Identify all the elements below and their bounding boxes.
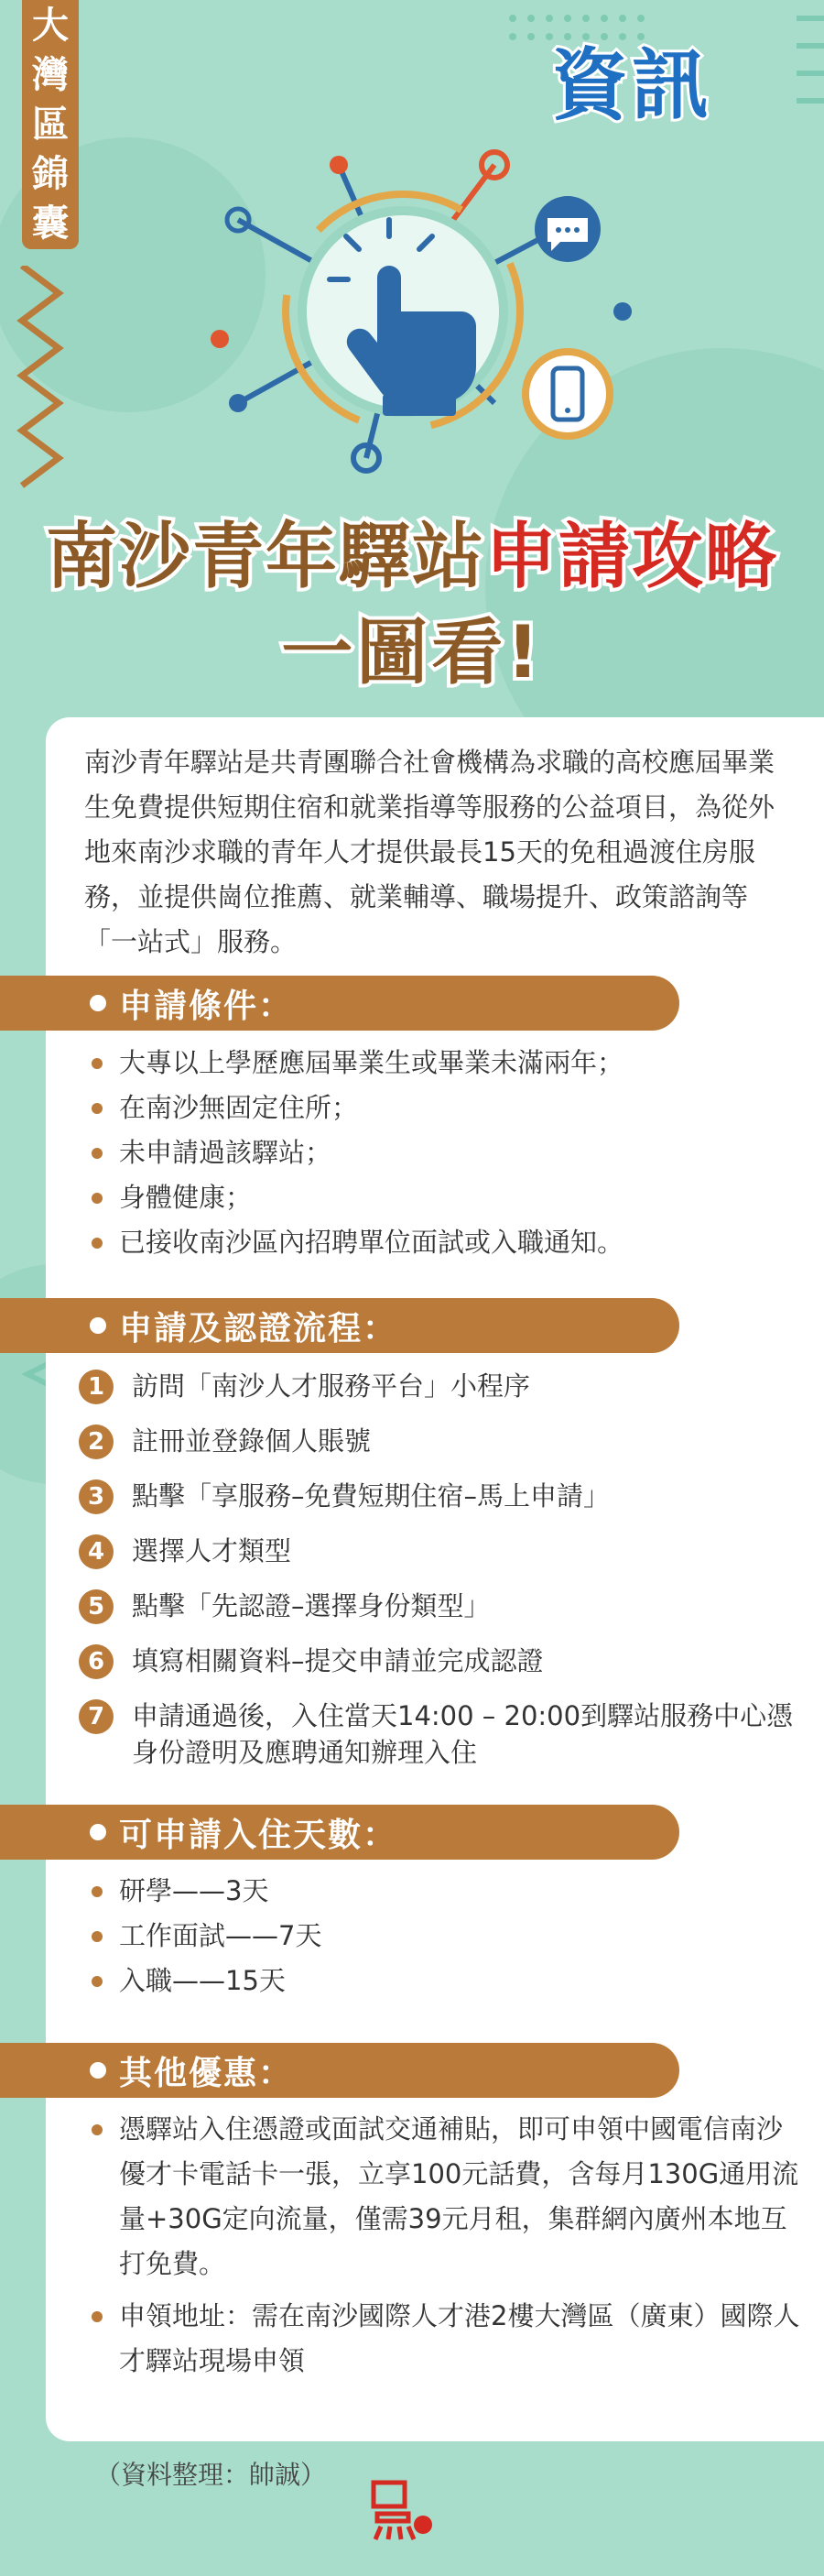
list-item: 工作面試——7天	[73, 1914, 806, 1959]
main-title-line2: 一圖看!	[281, 612, 543, 694]
process-steps	[73, 1368, 806, 1789]
main-title-part1: 南沙青年驛站	[45, 516, 485, 598]
credit-line: （資料整理：帥誠）	[95, 2460, 327, 2490]
zigzag-decoration	[13, 266, 68, 504]
step-item: 7 申請通過後，入住當天14:00 – 20:00到驛站服務中心憑身份證明及應聘通知辦理入住	[73, 1697, 806, 1771]
step-item: 5 點擊「先認證–選擇身份類型」	[73, 1588, 806, 1624]
step-number: 7	[79, 1699, 114, 1734]
bullet-dot	[92, 1976, 103, 1987]
bullet-dot	[92, 1148, 103, 1159]
step-number: 3	[79, 1479, 114, 1514]
step-item: 3 點擊「享服務–免費短期住宿–馬上申請」	[73, 1478, 806, 1514]
series-tag-char: 區	[32, 104, 69, 146]
list-item: 身體健康；	[73, 1175, 806, 1220]
list-item: 已接收南沙區內招聘單位面試或入職通知。	[73, 1220, 806, 1265]
step-number: 4	[79, 1534, 114, 1569]
step-number: 2	[79, 1424, 114, 1459]
section-header-other-offers: 其他優惠：	[0, 2043, 679, 2098]
step-item: 1 訪問「南沙人才服務平台」小程序	[73, 1368, 806, 1404]
series-tag-char: 大	[32, 5, 69, 47]
bullet-dot	[90, 2062, 106, 2079]
bullet-dot	[90, 995, 106, 1011]
bullet-dot	[92, 2124, 103, 2135]
series-tag-char: 灣	[32, 54, 69, 96]
bullet-dot	[90, 1317, 106, 1334]
list-item: 申領地址：需在南沙國際人才港2樓大灣區（廣東）國際人才驛站現場申領	[73, 2294, 806, 2384]
series-tag	[22, 0, 79, 249]
stay-days-list	[73, 1869, 806, 2003]
bullet-dot	[92, 2311, 103, 2322]
bullet-dot	[92, 1238, 103, 1249]
touch-hand-network-illustration	[165, 128, 659, 486]
bullet-dot	[92, 1193, 103, 1204]
step-number: 1	[79, 1370, 114, 1404]
section-header-process: 申請及認證流程：	[0, 1298, 679, 1353]
list-item: 在南沙無固定住所；	[73, 1086, 806, 1130]
list-item: 入職——15天	[73, 1959, 806, 2003]
list-item: 憑驛站入住憑證或面試交通補貼，即可申領中國電信南沙優才卡電話卡一張，立享100元話費，含每月130G通用流量+30G定向流量，僅需39元月租，集群網內廣州本地互打免費。	[73, 2107, 806, 2287]
conditions-list	[73, 1041, 806, 1265]
list-item: 大專以上學歷應屆畢業生或畢業未滿兩年；	[73, 1041, 806, 1086]
other-offers-list	[73, 2107, 806, 2384]
bullet-dot	[90, 1824, 106, 1840]
step-item: 4 選擇人才類型	[73, 1533, 806, 1569]
main-title	[0, 499, 824, 602]
step-number: 6	[79, 1644, 114, 1679]
series-tag-char: 錦	[32, 153, 69, 195]
section-header-stay-days: 可申請入住天數：	[0, 1805, 679, 1860]
list-item: 未申請過該驛站；	[73, 1130, 806, 1175]
category-title: 資訊	[550, 39, 712, 130]
bullet-dot	[92, 1931, 103, 1942]
main-title-part2: 申請攻略	[485, 516, 779, 598]
bullet-dot	[92, 1886, 103, 1897]
list-item: 研學——3天	[73, 1869, 806, 1914]
bullet-dot	[92, 1103, 103, 1114]
publisher-logo	[364, 2473, 438, 2547]
step-item: 6 填寫相關資料–提交申請並完成認證	[73, 1643, 806, 1679]
step-number: 5	[79, 1589, 114, 1624]
series-tag-char: 囊	[32, 202, 69, 245]
bullet-dot	[92, 1058, 103, 1069]
step-item: 2 註冊並登錄個人賬號	[73, 1423, 806, 1459]
intro-paragraph: 南沙青年驛站是共青團聯合社會機構為求職的高校應屆畢業生免費提供短期住宿和就業指導等服務的公益項目，為從外地來南沙求職的青年人才提供最長15天的免租過渡住房服務，並提供崗位推薦、就業輔導、職場提升、政策諮詢等「一站式」服務。	[84, 747, 775, 957]
section-header-conditions: 申請條件：	[0, 976, 679, 1031]
